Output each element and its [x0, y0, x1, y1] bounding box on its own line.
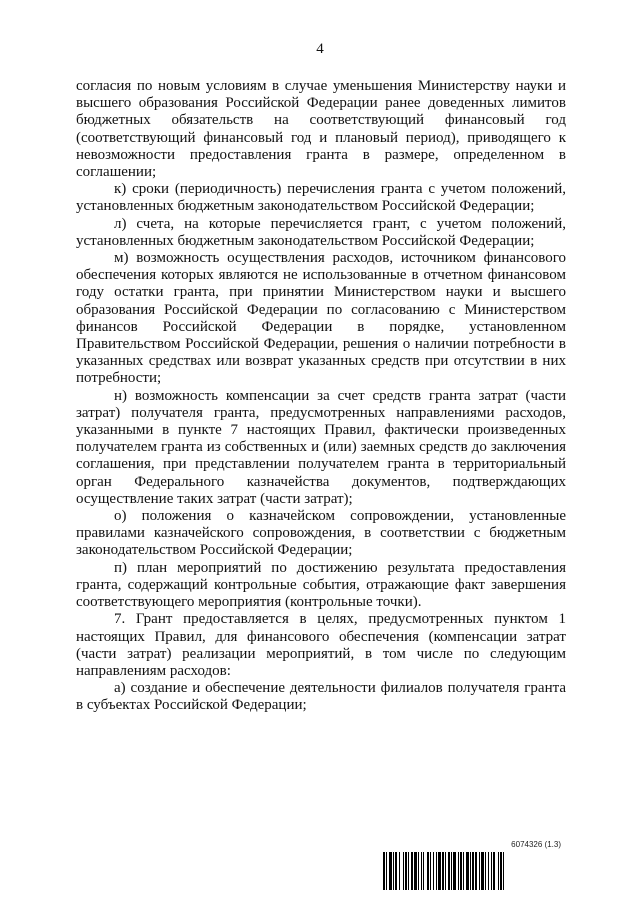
paragraph-item-k: к) сроки (периодичность) перечисления гранта с учетом положений, установленных бюджетным законодательством Российской Федерации; [76, 181, 566, 215]
barcode-icon [383, 852, 563, 890]
paragraph-item-p: п) план мероприятий по достижению результата предоставления гранта, содержащий контрольные события, отражающие факт завершения соответствующего мероприятия (контрольные точки). [76, 559, 566, 611]
paragraph-item-l: л) счета, на которые перечисляется грант, с учетом положений, установленных бюджетным законодательством Российской Федерации; [76, 215, 566, 249]
paragraph-item-a: а) создание и обеспечение деятельности филиалов получателя гранта в субъектах Российской Федерации; [76, 680, 566, 714]
paragraph-section-7: 7. Грант предоставляется в целях, предусмотренных пунктом 1 настоящих Правил, для финансового обеспечения (компенсации затрат (части затрат) реализации мероприятий, в том числе по следующим направлениям расходов: [76, 611, 566, 679]
paragraph-item-n: н) возможность компенсации за счет средств гранта затрат (части затрат) получателя гранта, предусмотренных направлениями расходов, указанными в пункте 7 настоящих Правил, фактически произведенных получателем гранта из собственных и (или) заемных средств до заключения соглашения, при представлении получателем гранта в территориальный орган Федерального казначейства документов, подтверждающих осуществление таких затрат (части затрат); [76, 387, 566, 507]
document-body [76, 78, 566, 715]
barcode [383, 840, 563, 892]
page-number: 4 [316, 41, 324, 57]
paragraph-item-o: о) положения о казначейском сопровождении, установленные правилами казначейского сопровождения, в соответствии с бюджетным законодательством Российской Федерации; [76, 508, 566, 559]
barcode-code: 6074326 (1.3) [511, 840, 561, 849]
paragraph-item-m: м) возможность осуществления расходов, источником финансового обеспечения которых являются не использованные в отчетном финансовом году остатки гранта, при принятии Министерством науки и высшего образования Российской Федерации по согласованию с Министерством финансов Российской Федерации в порядке, установленном Правительством Российской Федерации, решения о наличии потребности в указанных средствах или возврат указанных средств при отсутствии в них потребности; [76, 250, 566, 387]
paragraph: согласия по новым условиям в случае уменьшения Министерству науки и высшего образования Российской Федерации ранее доведенных лимитов бюджетных обязательств на соответствующий финансовый год (соответствующий финансовый год и плановый период), приводящего к невозможности предоставления гранта в размере, определенном в соглашении; [76, 78, 566, 181]
